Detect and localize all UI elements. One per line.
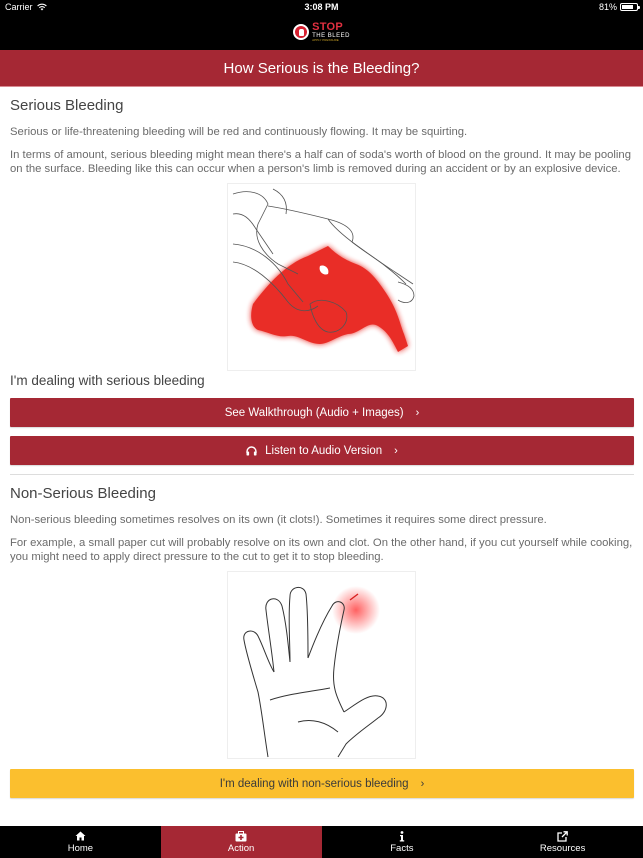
battery-icon bbox=[620, 3, 638, 11]
serious-bleeding-amount-text: In terms of amount, serious bleeding might mean there's a half can of soda's worth of blood on the ground. It may be pooling on the surface. Bleeding like this can occur when a person's limb is removed during an accident or by an explosive device. bbox=[10, 149, 631, 175]
tab-home[interactable] bbox=[0, 826, 161, 858]
content-scroll-area[interactable] bbox=[0, 87, 643, 826]
tab-action[interactable] bbox=[161, 826, 322, 858]
battery-status bbox=[599, 2, 638, 12]
listen-audio-label: Listen to Audio Version bbox=[265, 444, 383, 457]
non-serious-bleeding-example-text: For example, a small paper cut will probably resolve on its own and clot. On the other hand, if you cut yourself while cooking, you might need to apply direct pressure to the cut to get it to stop bleeding. bbox=[10, 537, 633, 563]
hand-cut-image bbox=[228, 572, 416, 759]
serious-bleeding-description: Serious or life-threatening bleeding will be red and continuously flowing. It may be squirting. bbox=[10, 126, 468, 138]
serious-bleeding-heading: Serious Bleeding bbox=[10, 97, 124, 114]
logo-tagline: APPLY PRESSURE bbox=[312, 38, 339, 42]
tab-facts-label: Facts bbox=[390, 842, 414, 854]
stop-hand-icon bbox=[293, 24, 309, 40]
listen-audio-button[interactable] bbox=[10, 436, 634, 465]
chevron-right-icon: › bbox=[415, 406, 420, 419]
non-serious-bleeding-label: I'm dealing with non-serious bleeding bbox=[219, 777, 409, 790]
non-serious-bleeding-description: Non-serious bleeding sometimes resolves on its own (it clots!). Sometimes it requires some direct pressure. bbox=[10, 514, 547, 526]
tab-facts[interactable] bbox=[322, 826, 483, 858]
stop-the-bleed-logo bbox=[293, 22, 350, 42]
section-divider bbox=[10, 474, 634, 475]
see-walkthrough-button[interactable] bbox=[10, 398, 634, 427]
tab-resources[interactable] bbox=[482, 826, 643, 858]
external-link-icon bbox=[557, 831, 568, 842]
non-serious-bleeding-heading: Non-Serious Bleeding bbox=[10, 485, 156, 502]
nav-bar bbox=[0, 14, 643, 50]
status-bar bbox=[0, 0, 643, 14]
non-serious-bleeding-illustration bbox=[227, 571, 416, 759]
tab-bar bbox=[0, 826, 643, 858]
clock: 3:08 PM bbox=[304, 2, 339, 12]
battery-percent: 81% bbox=[598, 2, 617, 12]
headphones-icon bbox=[246, 446, 257, 456]
non-serious-bleeding-button[interactable] bbox=[10, 769, 634, 798]
leg-bleeding-image bbox=[228, 184, 416, 371]
page-title: How Serious is the Bleeding? bbox=[223, 59, 420, 77]
serious-bleeding-illustration bbox=[227, 183, 416, 371]
home-icon bbox=[75, 831, 86, 842]
see-walkthrough-label: See Walkthrough (Audio + Images) bbox=[224, 406, 404, 419]
carrier-label: Carrier bbox=[5, 2, 33, 12]
tab-resources-label: Resources bbox=[539, 842, 586, 854]
serious-bleeding-prompt: I'm dealing with serious bleeding bbox=[10, 373, 205, 388]
logo-stop-text: STOP bbox=[312, 21, 344, 33]
first-aid-kit-icon bbox=[235, 831, 247, 842]
page-title-bar bbox=[0, 50, 643, 87]
info-icon bbox=[399, 831, 405, 842]
chevron-right-icon: › bbox=[394, 444, 398, 457]
tab-action-label: Action bbox=[227, 842, 255, 854]
tab-home-label: Home bbox=[67, 842, 94, 854]
chevron-right-icon: › bbox=[420, 777, 425, 790]
logo-the-bleed-text: THE BLEED bbox=[312, 33, 350, 39]
